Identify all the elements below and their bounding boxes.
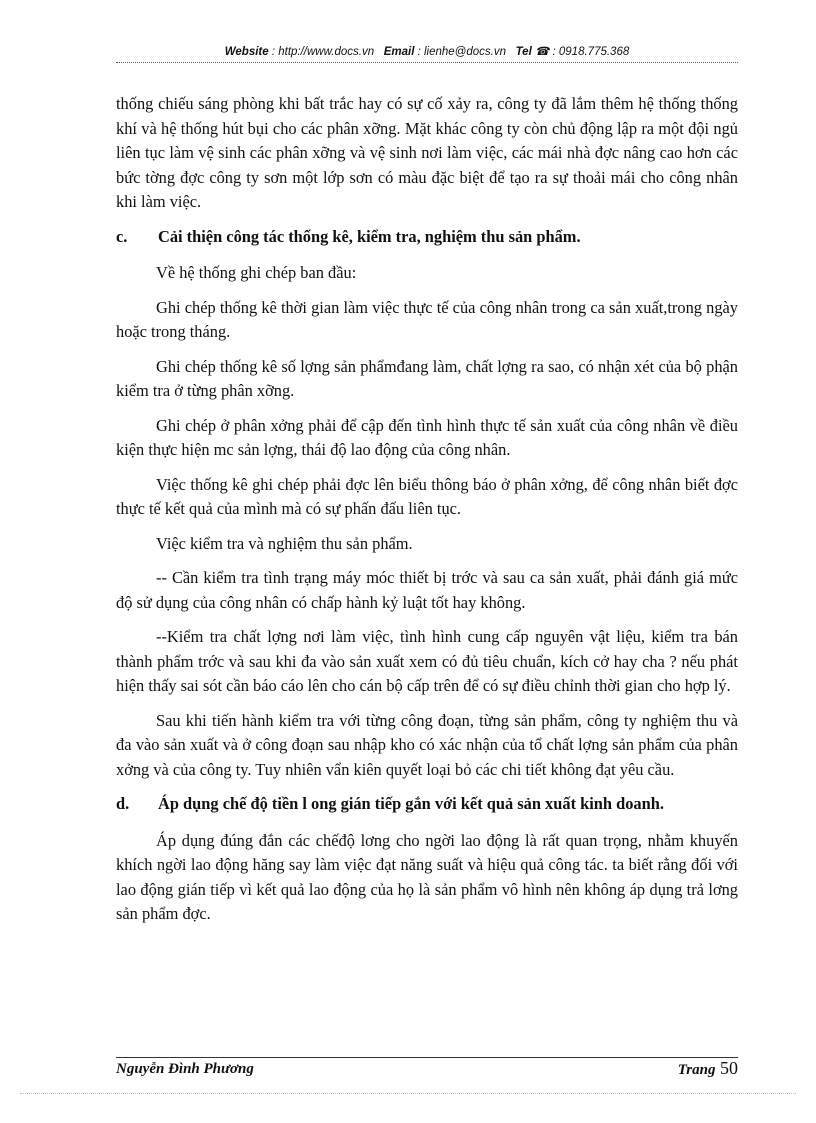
footer-page	[678, 1058, 738, 1079]
website-label: Website	[224, 46, 269, 58]
paragraph: --Kiểm tra chất lợng nơi làm việc, tình hình cung cấp nguyên vật liệu, kiểm tra bán thành phẩm trớc và sau khi đa vào sản xuất xem có đủ tiêu chuẩn, kích cở hay cha ? nếu phát hiện thấy sai sót cần báo cáo lên cho cán bộ cấp trên để có sự điều chỉnh thời gian cho hợp lý.	[116, 627, 738, 695]
paragraph: -- Cần kiểm tra tình trạng máy móc thiết bị trớc và sau ca sản xuất, phải đánh giá mức độ sử dụng của công nhân có chấp hành kỷ luật tốt hay không.	[116, 568, 738, 612]
header-divider	[116, 62, 738, 63]
section-letter: d.	[116, 794, 130, 813]
section-title: Cải thiện công tác thống kê, kiểm tra, nghiệm thu sản phẩm.	[158, 226, 581, 246]
website-url: : http://www.docs.vn	[271, 46, 375, 58]
paragraph: Sau khi tiến hành kiểm tra với từng công đoạn, từng sản phẩm, công ty nghiệm thu và đa vào sản xuất và ở công đoạn sau nhập kho có xác nhận của tổ chất lợng sản phẩm của phân xởng và của công ty. Tuy nhiên vẩn kiên quyết loại bỏ các chi tiết không đạt yêu cầu.	[116, 710, 738, 779]
paragraph: Ghi chép ở phân xởng phải để cập đến tình hình thực tế sản xuất của công nhân về điều kiện thực hiện mc sản lợng, thái độ lao động của công nhân.	[116, 415, 738, 459]
paragraph: thống chiếu sáng phòng khi bất trắc hay có sự cố xảy ra, công ty đã lắm thêm hệ thống thống khí và hệ thống hút bụi cho các phân xỡng. Mặt khác công ty còn chủ động lập ra một đội ngủ liên tục làm vệ sinh các phân xỡng và vệ sinh nơi làm việc, các mái nhà đợc nâng cao hơn các bức tờng đợc công ty sơn một lớp sơn có màu đặc biệt để tạo ra sự thoải mái cho công nhân khi làm việc.	[116, 94, 738, 211]
tel-number: ☎ : 0918.775.368	[534, 46, 630, 58]
tel-label: Tel	[515, 46, 532, 58]
paragraph: Áp dụng đúng đắn các chếđộ lơng cho ngời lao động là rất quan trọng, nhằm khuyến khích ngời lao động hăng say làm việc đạt năng suất và hiệu quả công tác. ta biết rằng đối với lao động gián tiếp vì kết quả lao động của họ là sản phẩm vô hình nên không áp dụng trả lơng sản phẩm đợc.	[116, 830, 738, 923]
page-bottom-border	[20, 1093, 796, 1094]
page-number: 50	[720, 1058, 738, 1078]
section-heading-c	[116, 225, 738, 250]
page-label: Trang	[677, 1062, 716, 1078]
paragraph: Việc kiểm tra và nghiệm thu sản phẩm.	[156, 533, 413, 553]
paragraph: Ghi chép thống kê số lợng sản phẩmđang làm, chất lợng ra sao, có nhận xét của bộ phận kiểm tra ở từng phân xỡng.	[116, 356, 738, 400]
paragraph: Ghi chép thống kê thời gian làm việc thực tế của công nhân trong ca sản xuất,trong ngày hoặc trong tháng.	[116, 297, 738, 341]
email-label: Email	[383, 46, 415, 58]
section-title: Áp dụng chế độ tiền l ong gián tiếp gắn với kết quả sản xuất kinh doanh.	[158, 794, 664, 813]
footer-divider	[116, 1057, 738, 1058]
section-heading-d	[116, 792, 738, 817]
paragraph: Việc thống kê ghi chép phải đợc lên biểu thông báo ở phân xởng, để công nhân biết đợc thực tế kết quả của mình mà có sự phấn đấu liên tục.	[116, 474, 738, 518]
page-body	[116, 92, 738, 937]
page-header	[116, 44, 738, 58]
section-letter: c.	[116, 226, 128, 246]
email-address: : lienhe@docs.vn	[417, 46, 506, 58]
paragraph: Về hệ thống ghi chép ban đầu:	[156, 263, 357, 282]
footer-author: Nguyễn Đình Phương	[116, 1061, 254, 1077]
